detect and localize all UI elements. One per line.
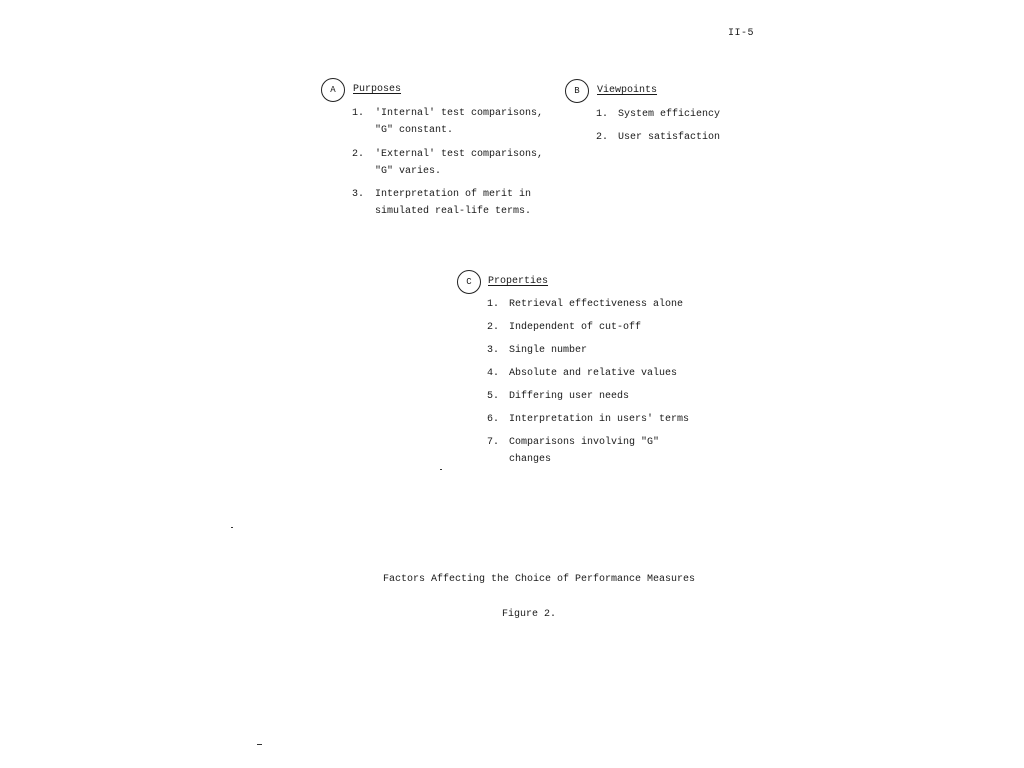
circled-marker-b: B: [565, 79, 589, 103]
circled-marker-a: A: [321, 78, 345, 102]
item-text-line1: Interpretation of merit in: [375, 189, 532, 200]
heading-purposes: Purposes: [353, 84, 402, 95]
item-number: 3.: [487, 345, 500, 356]
item-text-line1: User satisfaction: [618, 132, 721, 143]
item-text-line1: Absolute and relative values: [509, 368, 678, 379]
item-number: 3.: [352, 189, 365, 200]
item-text-line2: changes: [509, 454, 552, 465]
item-text-line1: Comparisons involving "G": [509, 437, 660, 448]
scan-speck: [257, 744, 262, 745]
item-text-line1: Differing user needs: [509, 391, 630, 402]
item-text-line1: Retrieval effectiveness alone: [509, 299, 684, 310]
item-number: 1.: [487, 299, 500, 310]
heading-properties: Properties: [488, 276, 549, 287]
item-number: 6.: [487, 414, 500, 425]
item-text-line2: "G" constant.: [375, 125, 454, 136]
item-number: 5.: [487, 391, 500, 402]
item-text-line1: System efficiency: [618, 109, 721, 120]
item-text-line1: Independent of cut-off: [509, 322, 642, 333]
circled-marker-c: C: [457, 270, 481, 294]
item-number: 1.: [596, 109, 609, 120]
item-number: 7.: [487, 437, 500, 448]
item-text-line1: 'External' test comparisons,: [375, 149, 544, 160]
scan-speck: [231, 527, 233, 528]
item-text-line2: simulated real-life terms.: [375, 206, 532, 217]
item-number: 2.: [487, 322, 500, 333]
figure-caption: Factors Affecting the Choice of Performance Measures: [383, 574, 696, 585]
item-text-line1: Single number: [509, 345, 588, 356]
item-text-line1: Interpretation in users' terms: [509, 414, 690, 425]
item-number: 4.: [487, 368, 500, 379]
item-number: 2.: [352, 149, 365, 160]
heading-viewpoints: Viewpoints: [597, 85, 658, 96]
figure-label: Figure 2.: [502, 609, 557, 620]
item-text-line1: 'Internal' test comparisons,: [375, 108, 544, 119]
scan-speck: [440, 469, 442, 470]
item-number: 1.: [352, 108, 365, 119]
page-number: II-5: [728, 28, 755, 39]
item-number: 2.: [596, 132, 609, 143]
item-text-line2: "G" varies.: [375, 166, 442, 177]
